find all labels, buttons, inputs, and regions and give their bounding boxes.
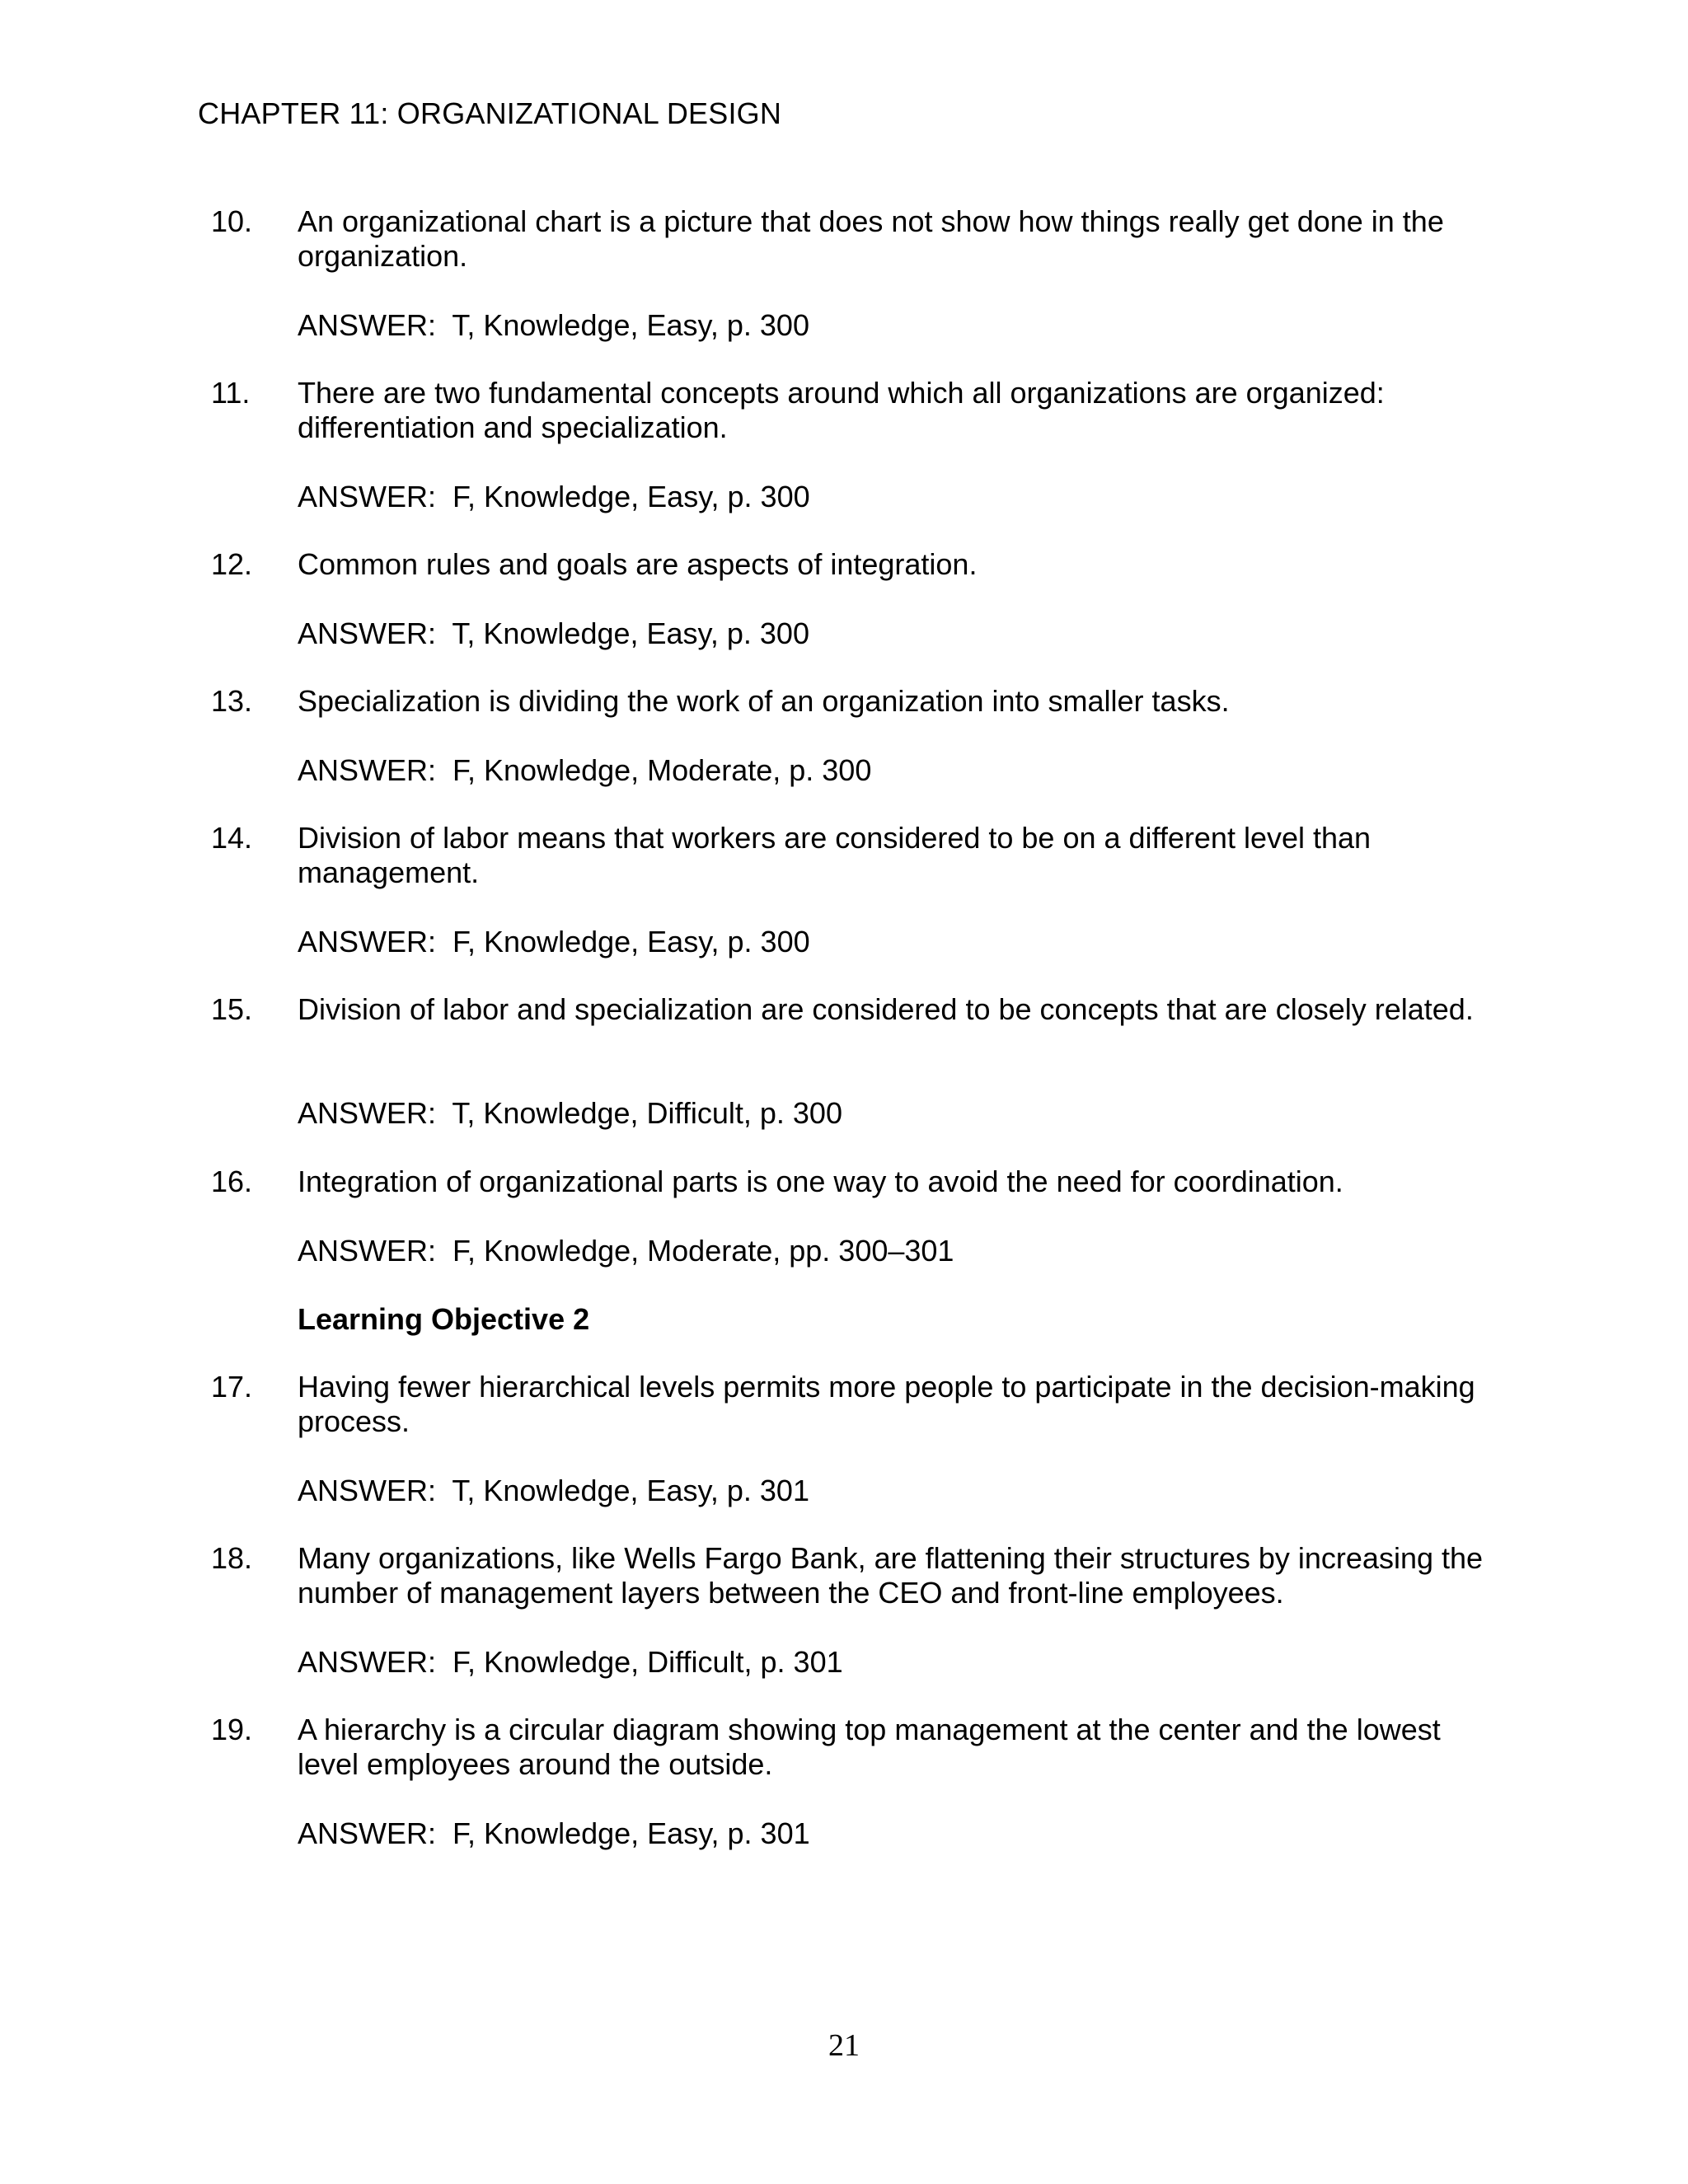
question-number: 10. [211,204,253,238]
question-text: Specialization is dividing the work of an organization into smaller tasks. [298,684,1230,718]
question-text: Division of labor and specialization are considered to be concepts that are closely related. [298,992,1474,1026]
section-heading: Learning Objective 2 [298,1302,590,1336]
question-number: 13. [211,684,253,718]
answer-line: ANSWER: F, Knowledge, Easy, p. 300 [298,925,810,958]
question-number: 12. [211,547,253,581]
answer-line: ANSWER: F, Knowledge, Moderate, pp. 300–301 [298,1234,954,1268]
answer-line: ANSWER: T, Knowledge, Difficult, p. 300 [298,1096,842,1130]
question-text: Integration of organizational parts is one way to avoid the need for coordination. [298,1165,1343,1198]
answer-line: ANSWER: T, Knowledge, Easy, p. 301 [298,1474,809,1507]
question-text: Common rules and goals are aspects of integration. [298,547,978,581]
answer-line: ANSWER: F, Knowledge, Easy, p. 300 [298,480,810,513]
answer-line: ANSWER: F, Knowledge, Moderate, p. 300 [298,753,872,787]
question-number: 14. [211,821,253,855]
answer-line: ANSWER: F, Knowledge, Easy, p. 301 [298,1816,810,1850]
question-text: Many organizations, like Wells Fargo Bank, are flattening their structures by increasing the number of management layers between the CEO and front-line employees. [298,1541,1484,1610]
answer-line: ANSWER: F, Knowledge, Difficult, p. 301 [298,1645,843,1679]
question-text: There are two fundamental concepts around which all organizations are organized: differentiation and specialization. [298,376,1385,444]
question-number: 18. [211,1541,253,1575]
question-text: Having fewer hierarchical levels permits more people to participate in the decision-making process. [298,1370,1475,1438]
question-number: 11. [211,376,251,410]
question-number: 16. [211,1165,253,1198]
answer-line: ANSWER: T, Knowledge, Easy, p. 300 [298,616,809,650]
answer-line: ANSWER: T, Knowledge, Easy, p. 300 [298,308,809,342]
question-text: An organizational chart is a picture that does not show how things really get done in the organization. [298,204,1444,273]
page-number: 21 [828,2028,860,2063]
question-number: 19. [211,1713,253,1746]
question-text: A hierarchy is a circular diagram showing top management at the center and the lowest level employees around the outside. [298,1713,1441,1781]
question-number: 15. [211,992,253,1026]
question-number: 17. [211,1370,253,1404]
chapter-title: CHAPTER 11: ORGANIZATIONAL DESIGN [198,96,782,130]
question-text: Division of labor means that workers are considered to be on a different level than management. [298,821,1372,889]
